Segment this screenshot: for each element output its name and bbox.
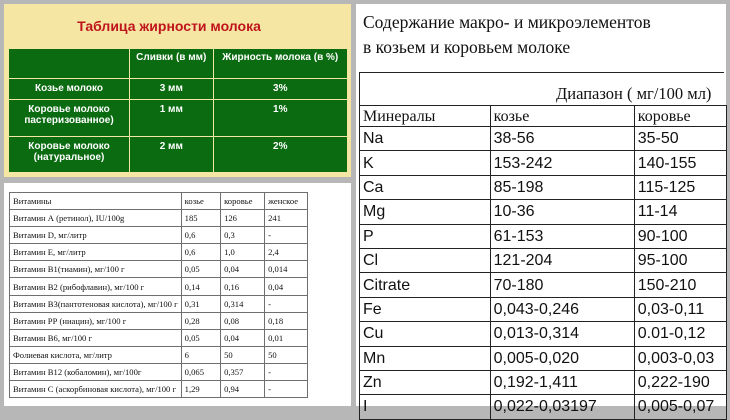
vitamins-row xyxy=(10,363,308,380)
fat-table-title: Таблица жирности молока xyxy=(77,18,261,34)
fat-row-name: Коровье молоко (натуральное) xyxy=(9,136,130,172)
mineral-goat: 70-180 xyxy=(490,273,634,297)
vitamins-row xyxy=(10,210,308,227)
vitamin-cow: 0,94 xyxy=(221,381,265,398)
vitamin-cow: 0,314 xyxy=(221,295,265,312)
fat-header-cream: Сливки (в мм) xyxy=(130,49,214,79)
mineral-name: Na xyxy=(360,127,491,151)
minerals-row xyxy=(360,175,727,199)
minerals-header-cow: коровье xyxy=(634,106,726,127)
mineral-cow: 150-210 xyxy=(634,273,726,297)
vitamin-human: 0,014 xyxy=(265,261,308,278)
vitamin-name: Витамин Е, мг/литр xyxy=(10,244,182,261)
vitamin-human: - xyxy=(265,227,308,244)
minerals-title-line2: в козьем и коровьем молоке xyxy=(363,37,571,57)
fat-header-fat: Жирность молока (в %) xyxy=(213,49,347,79)
vitamin-cow: 1,0 xyxy=(221,244,265,261)
vitamin-name: Витамин РР (ниацин), мг/100 г xyxy=(10,312,182,329)
vitamin-goat: 0,6 xyxy=(181,244,220,261)
mineral-goat: 153-242 xyxy=(490,151,634,175)
mineral-cow: 0.01-0,12 xyxy=(634,322,726,346)
minerals-row xyxy=(360,346,727,370)
minerals-row xyxy=(360,273,727,297)
vitamin-name: Витамин D, мг/литр xyxy=(10,227,182,244)
vitamin-human: 0,18 xyxy=(265,312,308,329)
mineral-cow: 35-50 xyxy=(634,127,726,151)
mineral-goat: 61-153 xyxy=(490,224,634,248)
vitamin-cow: 0,3 xyxy=(221,227,265,244)
vitamins-row xyxy=(10,278,308,295)
fat-row-fat: 3% xyxy=(213,79,347,100)
minerals-table xyxy=(359,105,727,420)
mineral-name: Ca xyxy=(360,175,491,199)
vitamin-human: 0,04 xyxy=(265,278,308,295)
fat-header-empty xyxy=(9,49,130,79)
mineral-name: Cu xyxy=(360,322,491,346)
minerals-row xyxy=(360,127,727,151)
fat-row-name: Коровье молоко пастеризованное) xyxy=(9,100,130,136)
vitamins-header-name: Витамины xyxy=(10,193,182,210)
vitamin-human: 0,01 xyxy=(265,329,308,346)
fat-row-fat: 2% xyxy=(213,136,347,172)
fat-table-panel xyxy=(4,4,351,177)
mineral-name: Mg xyxy=(360,200,491,224)
vitamin-name: Витамин В3(пантотеновая кислота), мг/100 г xyxy=(10,295,182,312)
vitamin-name: Витамин В6, мг/100 г xyxy=(10,329,182,346)
vitamins-header-cow: коровье xyxy=(221,193,265,210)
mineral-name: Citrate xyxy=(360,273,491,297)
mineral-goat: 10-36 xyxy=(490,200,634,224)
vitamin-name: Витамин В2 (рибофлавин), мг/100 г xyxy=(10,278,182,295)
vitamin-goat: 0,065 xyxy=(181,363,220,380)
vitamin-human: 2,4 xyxy=(265,244,308,261)
vitamins-table-panel xyxy=(4,183,351,406)
vitamin-goat: 0,05 xyxy=(181,261,220,278)
vitamins-header-row xyxy=(10,193,308,210)
mineral-goat: 0,022-0,03197 xyxy=(490,395,634,419)
fat-row-fat: 1% xyxy=(213,100,347,136)
vitamins-row xyxy=(10,329,308,346)
minerals-row xyxy=(360,395,727,419)
minerals-table-panel xyxy=(356,4,726,416)
mineral-name: I xyxy=(360,395,491,419)
mineral-name: Mn xyxy=(360,346,491,370)
mineral-cow: 95-100 xyxy=(634,248,726,272)
mineral-cow: 11-14 xyxy=(634,200,726,224)
vitamin-cow: 50 xyxy=(221,346,265,363)
fat-row-cream: 1 мм xyxy=(130,100,214,136)
mineral-cow: 140-155 xyxy=(634,151,726,175)
mineral-name: P xyxy=(360,224,491,248)
mineral-name: Cl xyxy=(360,248,491,272)
minerals-title-line1: Содержание макро- и микроэлементов xyxy=(363,12,651,32)
minerals-range-label: Диапазон ( мг/100 мл) xyxy=(556,84,712,103)
mineral-goat: 85-198 xyxy=(490,175,634,199)
minerals-row xyxy=(360,200,727,224)
vitamin-name: Витамин С (аскорбиновая кислота), мг/100 г xyxy=(10,381,182,398)
vitamin-goat: 1,29 xyxy=(181,381,220,398)
vitamins-row xyxy=(10,381,308,398)
vitamin-cow: 0,04 xyxy=(221,329,265,346)
vitamins-table xyxy=(9,192,308,398)
vitamin-goat: 0,14 xyxy=(181,278,220,295)
fat-table-row xyxy=(9,79,348,100)
vitamin-human: 50 xyxy=(265,346,308,363)
mineral-goat: 0,043-0,246 xyxy=(490,297,634,321)
vitamin-cow: 0,08 xyxy=(221,312,265,329)
fat-row-name: Козье молоко xyxy=(9,79,130,100)
vitamins-header-human: женское xyxy=(265,193,308,210)
vitamin-cow: 126 xyxy=(221,210,265,227)
vitamin-goat: 6 xyxy=(181,346,220,363)
vitamin-human: - xyxy=(265,363,308,380)
vitamins-row xyxy=(10,312,308,329)
mineral-goat: 0,192-1,411 xyxy=(490,370,634,394)
vitamin-goat: 0,6 xyxy=(181,227,220,244)
vitamins-row xyxy=(10,346,308,363)
vitamin-goat: 0,28 xyxy=(181,312,220,329)
vitamin-name: Витамин А (ретинол), IU/100g xyxy=(10,210,182,227)
minerals-row xyxy=(360,248,727,272)
minerals-header-goat: козье xyxy=(490,106,634,127)
mineral-cow: 90-100 xyxy=(634,224,726,248)
fat-table xyxy=(8,48,348,173)
vitamin-goat: 0,05 xyxy=(181,329,220,346)
vitamin-name: Витамин В1(тиамин), мг/100 г xyxy=(10,261,182,278)
minerals-header-row xyxy=(360,106,727,127)
fat-table-row xyxy=(9,100,348,136)
vitamin-goat: 185 xyxy=(181,210,220,227)
fat-table-header-row xyxy=(9,49,348,79)
vitamins-row xyxy=(10,244,308,261)
mineral-goat: 121-204 xyxy=(490,248,634,272)
vitamins-row xyxy=(10,261,308,278)
fat-row-cream: 2 мм xyxy=(130,136,214,172)
vitamin-cow: 0,357 xyxy=(221,363,265,380)
vitamins-row xyxy=(10,295,308,312)
vitamin-name: Витамин В12 (кобаломин), мг/100г xyxy=(10,363,182,380)
vitamin-cow: 0,04 xyxy=(221,261,265,278)
vitamin-name: Фолиевая кислота, мг/литр xyxy=(10,346,182,363)
fat-row-cream: 3 мм xyxy=(130,79,214,100)
mineral-cow: 0,003-0,03 xyxy=(634,346,726,370)
minerals-header-name: Минералы xyxy=(360,106,491,127)
minerals-row xyxy=(360,151,727,175)
vitamin-human: 241 xyxy=(265,210,308,227)
mineral-name: K xyxy=(360,151,491,175)
vitamin-human: - xyxy=(265,295,308,312)
vitamins-row xyxy=(10,227,308,244)
minerals-row xyxy=(360,297,727,321)
minerals-row xyxy=(360,322,727,346)
mineral-cow: 0,03-0,11 xyxy=(634,297,726,321)
minerals-row xyxy=(360,370,727,394)
mineral-goat: 0,013-0,314 xyxy=(490,322,634,346)
mineral-cow: 0,222-190 xyxy=(634,370,726,394)
minerals-row xyxy=(360,224,727,248)
mineral-cow: 0,005-0,07 xyxy=(634,395,726,419)
mineral-name: Fe xyxy=(360,297,491,321)
vitamin-cow: 0,16 xyxy=(221,278,265,295)
vitamins-header-goat: козье xyxy=(181,193,220,210)
fat-table-row xyxy=(9,136,348,172)
mineral-cow: 115-125 xyxy=(634,175,726,199)
mineral-goat: 38-56 xyxy=(490,127,634,151)
mineral-name: Zn xyxy=(360,370,491,394)
mineral-goat: 0,005-0,020 xyxy=(490,346,634,370)
vitamin-human: - xyxy=(265,381,308,398)
vitamin-goat: 0,31 xyxy=(181,295,220,312)
